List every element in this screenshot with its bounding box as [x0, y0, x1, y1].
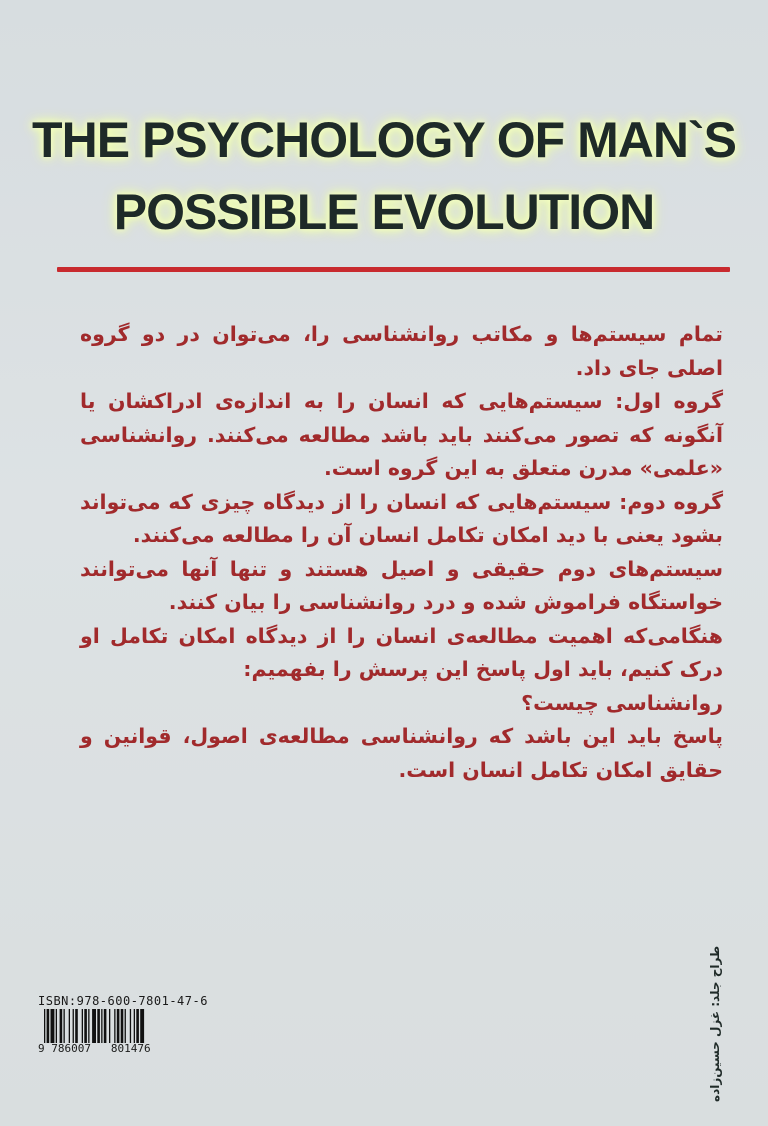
barcode-bar: [125, 1009, 126, 1043]
barcode-bar: [75, 1009, 78, 1043]
blurb-paragraph: تمام سیستم‌ها و مکاتب روانشناسی را، می‌توان در دو گروه اصلی جای داد.: [80, 322, 723, 380]
book-title-line-1: THE PSYCHOLOGY OF MAN`S: [32, 112, 736, 168]
barcode-bar: [92, 1009, 96, 1043]
cover-designer-credit: طراح جلد: غزل حسین‌زاده: [708, 946, 722, 1103]
blurb-paragraph: پاسخ باید این باشد که روانشناسی مطالعه‌ی اصول، قوانین و حقایق امکان تکامل انسان است.: [80, 724, 723, 782]
blurb-paragraph: سیستم‌های دوم حقیقی و اصیل هستند و تنها آنها می‌توانند خواستگاه فراموش شده و درد روانشناسی را بیان کنند.: [80, 556, 723, 614]
barcode-bar: [69, 1009, 70, 1043]
blurb-paragraph: روانشناسی چیست؟: [521, 690, 723, 715]
barcode-bar: [130, 1009, 131, 1043]
barcode-bar: [60, 1009, 63, 1043]
barcode-bar: [84, 1009, 87, 1043]
blurb-paragraph: گروه دوم: سیستم‌هایی که انسان را از دیدگاه چیزی که می‌تواند بشود یعنی با دید امکان تکامل انسان آن را مطالعه می‌کنند.: [80, 489, 723, 547]
barcode-bar: [101, 1009, 102, 1043]
barcode-bar: [88, 1009, 89, 1043]
barcode-bar: [114, 1009, 115, 1043]
blurb-paragraph: گروه اول: سیستم‌هایی که انسان را به اندازه‌ی ادراکشان یا آنگونه که تصور می‌کنند باید باشد مطالعه می‌کنند. روانشناسی «علمی» مدرن متعلق به این گروه است.: [80, 389, 723, 480]
barcode-bar: [109, 1009, 110, 1043]
barcode-digits: 9 786007 801476: [38, 1042, 151, 1055]
blurb-paragraph: هنگامی‌که اهمیت مطالعه‌ی انسان را از دیدگاه امکان تکامل او درک کنیم، باید اول پاسخ این پرسش را بفهمیم:: [80, 623, 723, 681]
barcode-bar: [104, 1009, 107, 1043]
barcode-bar: [47, 1009, 50, 1043]
isbn-label: ISBN:978-600-7801-47-6: [38, 994, 208, 1008]
barcode-bar: [121, 1009, 124, 1043]
barcode-bar: [134, 1009, 135, 1043]
book-title: [20, 104, 748, 248]
blurb-text: [80, 318, 723, 787]
barcode-bar: [51, 1009, 55, 1043]
title-divider-rule: [57, 267, 730, 272]
barcode-bar: [117, 1009, 120, 1043]
barcode-bar: [73, 1009, 74, 1043]
barcode-bar: [56, 1009, 57, 1043]
barcode-bar: [136, 1009, 139, 1043]
barcode-bar: [97, 1009, 100, 1043]
barcode-bar: [44, 1009, 45, 1043]
barcode-bar: [82, 1009, 83, 1043]
barcode-bar: [140, 1009, 144, 1043]
barcode-bar: [64, 1009, 65, 1043]
isbn-barcode: [44, 1009, 192, 1043]
book-title-line-2: POSSIBLE EVOLUTION: [113, 184, 655, 240]
